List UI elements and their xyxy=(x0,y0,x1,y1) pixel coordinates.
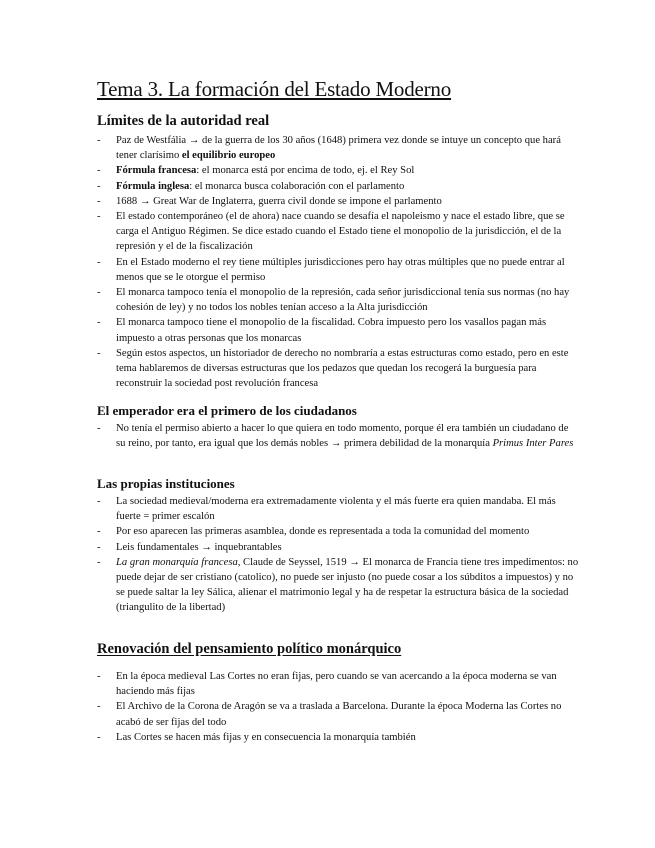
list-item: - Por eso aparecen las primeras asamblea, donde es representada a toda la comunidad del momento xyxy=(97,524,579,539)
section-heading-instituciones: Las propias instituciones xyxy=(97,476,235,491)
list-item: - La gran monarquía francesa, Claude de Seyssel, 1519 → El monarca de Francia tiene tres impedimentos: no puede dejar de ser cristiano (catolico), no puede ser injusto (no puede cosar a los súbditos a impuestos) y no se puede saltar la ley Sálica, alienar el matrimonio legal y ha de respetar la estructura básica de la sociedad (triangulito de la libertad) xyxy=(97,555,579,616)
list-item: - En el Estado moderno el rey tiene múltiples jurisdicciones pero hay otras múltiples que no puede entrar al menos que se le otorgue el permiso xyxy=(97,255,579,285)
section-heading-renovacion: Renovación del pensamiento político monárquico xyxy=(97,641,402,657)
section-list-renovacion xyxy=(97,669,579,745)
list-item: - El monarca tampoco tiene el monopolio de la fiscalidad. Cobra impuesto pero los vasallos pagan más impuesto a otras personas que los monarcas xyxy=(97,315,579,345)
section-heading-emperador: El emperador era el primero de los ciudadanos xyxy=(97,403,357,418)
list-item: - No tenía el permiso abierto a hacer lo que quiera en todo momento, porque él era también un ciudadano de su reino, por tanto, era igual que los demás nobles → primera debilidad de la monarquía Primus Inter Pares xyxy=(97,421,579,451)
section-list-emperador xyxy=(97,421,579,451)
list-item: - Según estos aspectos, un historiador de derecho no nombraría a estas estructuras como estado, pero en este tema hablaremos de diversas estructuras que los pedazos que quedan los recogerá la burguesía para reconstruir la sociedad post revolución francesa xyxy=(97,346,579,392)
list-item: - Las Cortes se hacen más fijas y en consecuencia la monarquía también xyxy=(97,730,579,745)
list-item: - El estado contemporáneo (el de ahora) nace cuando se desafía el napoleismo y nace el estado libre, que se carga el Antiguo Régimen. Se dice estado cuando el Estado tiene el monopolio de la jurisdicción, el de la represión y el de la fiscalización xyxy=(97,209,579,255)
list-item: - La sociedad medieval/moderna era extremadamente violenta y el más fuerte era quien mandaba. El más fuerte = primer escalón xyxy=(97,494,579,524)
section-heading-limites: Límites de la autoridad real xyxy=(97,113,270,129)
list-item: - Fórmula inglesa: el monarca busca colaboración con el parlamento xyxy=(97,179,579,194)
list-item: - Leis fundamentales → inquebrantables xyxy=(97,540,579,555)
section-list-limites xyxy=(97,133,579,391)
list-item: - El monarca tampoco tenía el monopolio de la represión, cada señor jurisdiccional tenía sus normas (no hay cohesión de ley) y no todos los nobles tenían acceso a la Alta jurisdicción xyxy=(97,285,579,315)
list-item: - Fórmula francesa: el monarca está por encima de todo, ej. el Rey Sol xyxy=(97,163,579,178)
page-title: Tema 3. La formación del Estado Moderno xyxy=(97,77,452,101)
list-item: - Paz de Westfália → de la guerra de los 30 años (1648) primera vez donde se intuye un concepto que hará tener clarísimo el equilibrio europeo xyxy=(97,133,579,163)
list-item: - El Archivo de la Corona de Aragón se va a traslada a Barcelona. Durante la época Moderna las Cortes no acabó de ser fijas del todo xyxy=(97,699,579,729)
list-item: - 1688 → Great War de Inglaterra, guerra civil donde se impone el parlamento xyxy=(97,194,579,209)
section-list-instituciones xyxy=(97,494,579,616)
list-item: - En la época medieval Las Cortes no eran fijas, pero cuando se van acercando a la época moderna se van haciendo más fijas xyxy=(97,669,579,699)
